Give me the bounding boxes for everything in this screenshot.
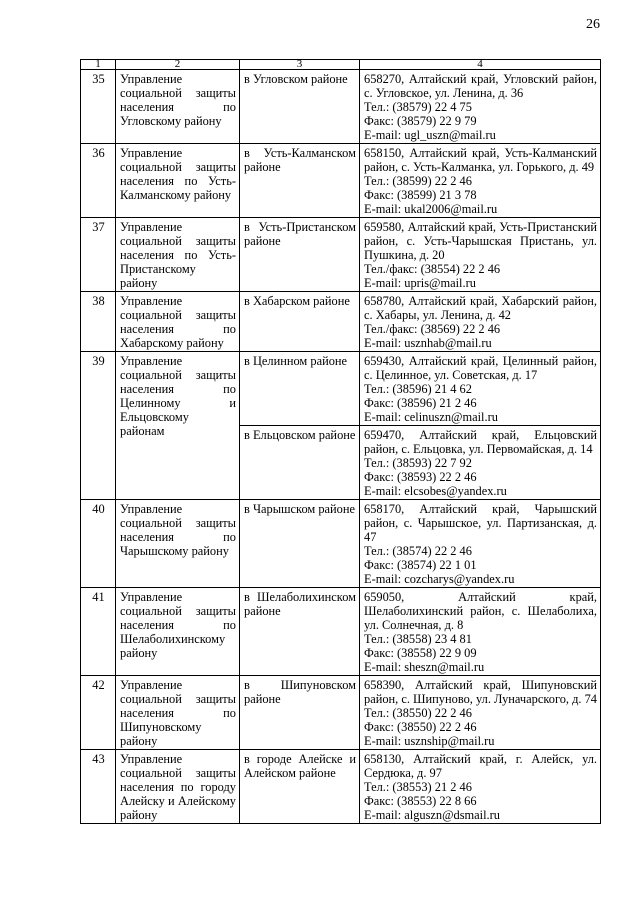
- service-area: в Чарышском районе: [240, 500, 360, 588]
- row-number: 43: [81, 750, 116, 824]
- contact-details: [360, 352, 601, 426]
- row-number: 42: [81, 676, 116, 750]
- service-area: в Усть-Калманском районе: [240, 144, 360, 218]
- row-number: 39: [81, 352, 116, 500]
- contact-details: [360, 144, 601, 218]
- organization-name: Управление социальной защиты населения по городу Алейску и Алейскому району: [116, 750, 240, 824]
- phone-text: Факс: (38599) 21 3 78: [364, 188, 477, 202]
- table-row: [81, 352, 601, 426]
- service-area: в Угловском районе: [240, 70, 360, 144]
- row-number: 35: [81, 70, 116, 144]
- row-number: 38: [81, 292, 116, 352]
- contact-details: [360, 750, 601, 824]
- email-text[interactable]: E-mail: cozcharys@yandex.ru: [364, 572, 515, 586]
- phone-text: Факс: (38550) 22 2 46: [364, 720, 477, 734]
- service-area: в Шелаболихинском районе: [240, 588, 360, 676]
- contacts-table: [80, 59, 601, 824]
- address-text: 659050, Алтайский край, Шелаболихинский район, с. Шелаболиха, ул. Солнечная, д. 8: [364, 590, 597, 632]
- column-number-3: 3: [240, 60, 360, 70]
- contact-details: [360, 500, 601, 588]
- address-text: 658170, Алтайский край, Чарышский район, с. Чарышское, ул. Партизанская, д. 47: [364, 502, 597, 544]
- organization-name: Управление социальной защиты населения по Угловскому району: [116, 70, 240, 144]
- organization-name: Управление социальной защиты населения по Усть-Калманскому району: [116, 144, 240, 218]
- contact-details: [360, 70, 601, 144]
- address-text: 659580, Алтайский край, Усть-Пристанский район, с. Усть-Чарышская Пристань, ул. Пушкина, д. 20: [364, 220, 597, 262]
- email-text[interactable]: E-mail: sheszn@mail.ru: [364, 660, 485, 674]
- contact-details: [360, 218, 601, 292]
- contact-details: [360, 588, 601, 676]
- address-text: 658390, Алтайский край, Шипуновский район, с. Шипуново, ул. Луначарского, д. 74: [364, 678, 598, 706]
- phone-text: Факс: (38596) 21 2 46: [364, 396, 477, 410]
- table-row: [81, 588, 601, 676]
- service-area: в Усть-Пристанском районе: [240, 218, 360, 292]
- contact-details: [360, 676, 601, 750]
- table-row: [81, 144, 601, 218]
- email-text[interactable]: E-mail: celinuszn@mail.ru: [364, 410, 498, 424]
- address-text: 658150, Алтайский край, Усть-Калманский район, с. Усть-Калманка, ул. Горького, д. 49: [364, 146, 597, 174]
- phone-text: Тел.: (38550) 22 2 46: [364, 706, 472, 720]
- address-text: 658130, Алтайский край, г. Алейск, ул. Сердюка, д. 97: [364, 752, 597, 780]
- service-area: в Хабарском районе: [240, 292, 360, 352]
- phone-text: Тел.: (38596) 21 4 62: [364, 382, 472, 396]
- row-number: 41: [81, 588, 116, 676]
- email-text[interactable]: E-mail: ugl_uszn@mail.ru: [364, 128, 496, 142]
- address-text: 659470, Алтайский край, Ельцовский район, с. Ельцовка, ул. Первомайская, д. 14: [364, 428, 597, 456]
- page-number: 26: [586, 17, 600, 32]
- table-row: [81, 218, 601, 292]
- phone-text: Тел.: (38599) 22 2 46: [364, 174, 472, 188]
- column-number-2: 2: [116, 60, 240, 70]
- phone-text: Тел./факс: (38569) 22 2 46: [364, 322, 501, 336]
- phone-text: Факс: (38593) 22 2 46: [364, 470, 477, 484]
- organization-name: Управление социальной защиты населения по Целинному и Ельцовскому районам: [116, 352, 240, 500]
- service-area: в Целинном районе: [240, 352, 360, 426]
- organization-name: Управление социальной защиты населения по Шипуновскому району: [116, 676, 240, 750]
- contact-details: [360, 426, 601, 500]
- email-text[interactable]: E-mail: upris@mail.ru: [364, 276, 476, 290]
- service-area: в городе Алейске и Алейском районе: [240, 750, 360, 824]
- address-text: 658780, Алтайский край, Хабарский район, с. Хабары, ул. Ленина, д. 42: [364, 294, 597, 322]
- organization-name: Управление социальной защиты населения по Шелаболихинскому району: [116, 588, 240, 676]
- email-text[interactable]: E-mail: ukal2006@mail.ru: [364, 202, 498, 216]
- organization-name: Управление социальной защиты населения по Чарышскому району: [116, 500, 240, 588]
- organization-name: Управление социальной защиты населения по Усть-Пристанскому району: [116, 218, 240, 292]
- service-area: в Ельцовском районе: [240, 426, 360, 500]
- phone-text: Тел.: (38553) 21 2 46: [364, 780, 472, 794]
- column-number-4: 4: [360, 60, 601, 70]
- phone-text: Факс: (38579) 22 9 79: [364, 114, 477, 128]
- table-row: [81, 292, 601, 352]
- address-text: 658270, Алтайский край, Угловский район, с. Угловское, ул. Ленина, д. 36: [364, 72, 597, 100]
- email-text[interactable]: E-mail: usznhab@mail.ru: [364, 336, 492, 350]
- email-text[interactable]: E-mail: alguszn@dsmail.ru: [364, 808, 500, 822]
- organization-name: Управление социальной защиты населения по Хабарскому району: [116, 292, 240, 352]
- phone-text: Тел.: (38593) 22 7 92: [364, 456, 472, 470]
- service-area: в Шипуновском районе: [240, 676, 360, 750]
- phone-text: Факс: (38558) 22 9 09: [364, 646, 477, 660]
- table-body: [81, 60, 601, 824]
- address-text: 659430, Алтайский край, Целинный район, с. Целинное, ул. Советская, д. 17: [364, 354, 597, 382]
- phone-text: Тел.: (38579) 22 4 75: [364, 100, 472, 114]
- phone-text: Тел./факс: (38554) 22 2 46: [364, 262, 501, 276]
- row-number: 36: [81, 144, 116, 218]
- phone-text: Тел.: (38558) 23 4 81: [364, 632, 472, 646]
- phone-text: Факс: (38574) 22 1 01: [364, 558, 477, 572]
- row-number: 37: [81, 218, 116, 292]
- email-text[interactable]: E-mail: usznship@mail.ru: [364, 734, 495, 748]
- contact-details: [360, 292, 601, 352]
- phone-text: Факс: (38553) 22 8 66: [364, 794, 477, 808]
- email-text[interactable]: E-mail: elcsobes@yandex.ru: [364, 484, 507, 498]
- table-row: [81, 70, 601, 144]
- table-header-row: [81, 60, 601, 70]
- table-row: [81, 676, 601, 750]
- phone-text: Тел.: (38574) 22 2 46: [364, 544, 472, 558]
- table-row: [81, 750, 601, 824]
- row-number: 40: [81, 500, 116, 588]
- column-number-1: 1: [81, 60, 116, 70]
- table-row: [81, 500, 601, 588]
